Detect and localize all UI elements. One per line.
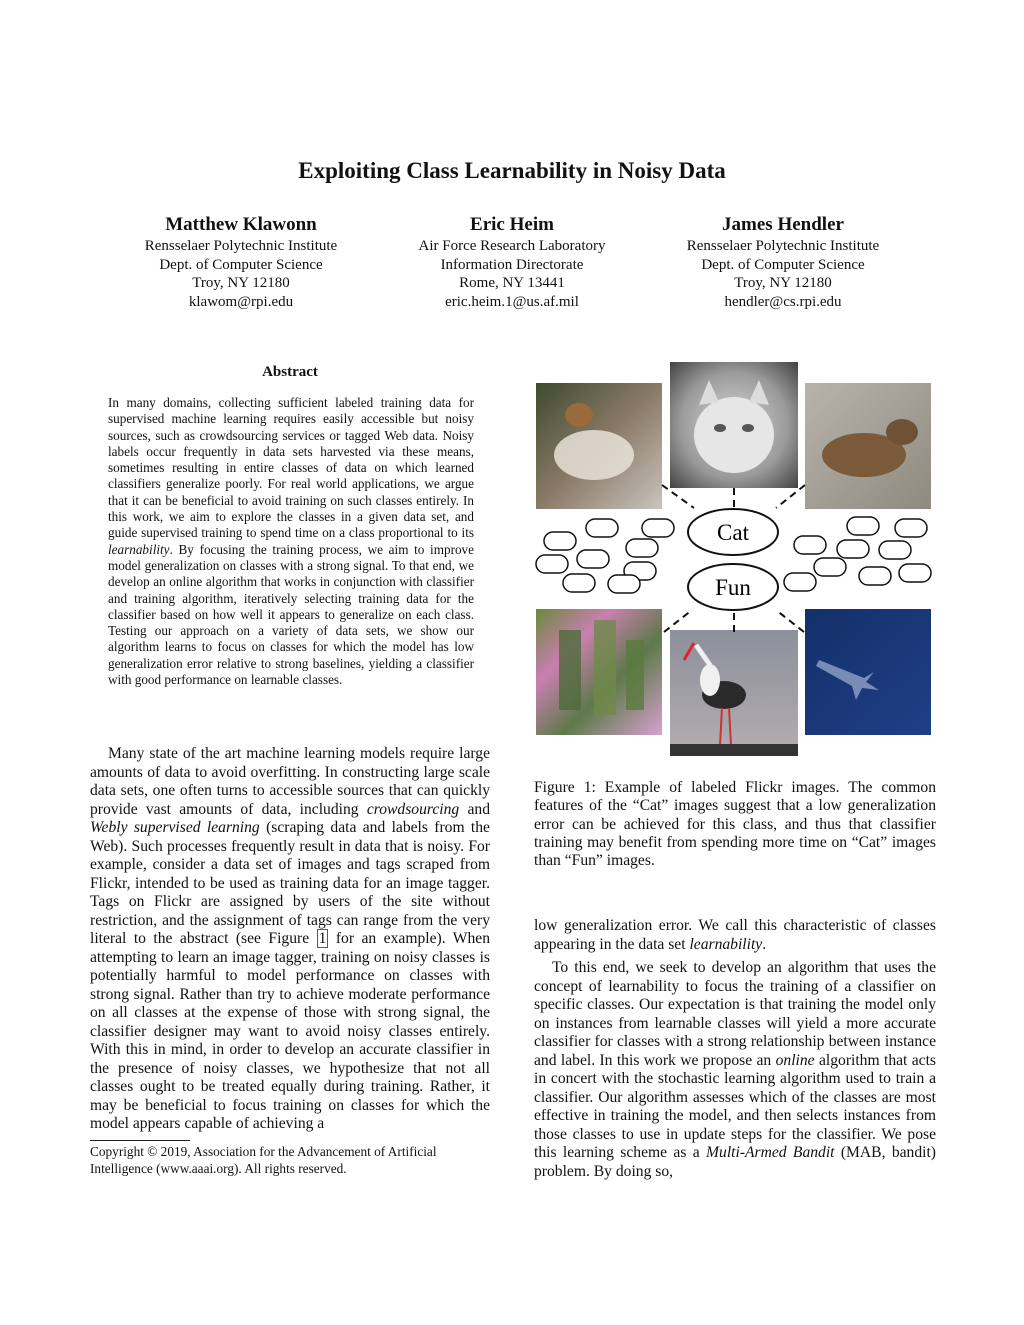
intro-paragraph: Many state of the art machine learning models require large amounts of data to avoid overfitting. In constructing large scale data sets, one often turns to accessible sources that can quickly provide vast amounts of data, including crowdsourcing and Webly supervised learning (scraping data and labels from the Web). Such processes frequently result in data that is noisy. For example, consider a data set of images and tags scraped from Flickr, intended to be used as training data for an image tagger. Tags on Flickr are assigned by users of the site without restriction, and the assignment of tags can range from the very literal to the abstract (see Figure 1 for an example). When attempting to learn an image tagger, training on noisy classes is potentially harmful to model performance on classes with strong signal. Rather than try to achieve moderate performance on all classes at the expense of those with strong signal, the classifier designer may want to avoid noisy classes entirely. With this in mind, in order to develop an accurate classifier in the presence of noisy classes, we hypothesize that not all classes ought to be treated equally during training. Rather, it may be beneficial to focus training on classes for which the model appears capable of achieving a [90,745,491,1132]
abstract-text: In many domains, collecting sufficient labeled training data for supervised machine learning requires easily accessible but noisy sources, such as crowdsourcing services or tagged Web data. Noisy labels occur frequently in data sets harvested via these means, sometimes resulting in entire classes of data on which learned classifiers generalize poorly. For real world applications, we argue that it can be beneficial to avoid training on such classes entirely. In this work, we aim to explore the classes in a given data set, and guide supervised training to spend time on a class proportional to its learnability. By focusing the training process, we aim to improve model generalization on classes with a strong signal. To that end, we develop an online algorithm that works in conjunction with classifier and training algorithm, iteratively selecting training data for the classifier based on how well it appears to generalize on each class. Testing our approach on a variety of data sets, we show our algorithm learns to focus on classes for which the model has low generalization error relative to strong baselines, yielding a classifier with good performance on learnable classes. [108,395,474,688]
figure-reference-link[interactable]: 1 [318,930,327,947]
abstract-heading: Abstract [262,364,318,380]
label-cat [688,509,778,555]
label-fun [688,564,778,610]
label-cat-text: Cat [717,520,749,545]
author-affiliation: Rensselaer Polytechnic Institute [144,238,338,254]
copyright-footnote: Copyright © 2019, Association for the Advancement of Artificial Intelligence (www.aaai.org). All rights reserved. [90,1144,437,1176]
author-block-1 [111,213,371,311]
author-name: James Hendler [722,214,844,235]
label-fun-text: Fun [715,575,751,600]
cat-photo-1 [536,383,662,509]
author-block-3 [653,213,913,311]
author-affiliation: Rensselaer Polytechnic Institute [686,238,880,254]
author-address: Troy, NY 12180 [734,275,832,291]
cat-photo-3 [805,383,931,509]
author-department: Dept. of Computer Science [159,256,323,273]
author-email: hendler@cs.rpi.edu [724,293,842,310]
paper-title: Exploiting Class Learnability in Noisy Data [298,158,726,183]
author-address: Rome, NY 13441 [459,275,565,291]
fun-photo-1 [536,609,662,735]
figure-1-caption: Figure 1: Example of labeled Flickr images. The common features of the “Cat” images suggest that a low generalization error can be achieved for this class, and thus that classifier training may benefit from spending more time on “Cat” images than “Fun” images. [534,779,936,870]
right-paragraph-2: To this end, we seek to develop an algorithm that uses the concept of learnability to focus the training of a classifier on specific classes. Our expectation is that training the model only on instances from learnable classes will yield a more accurate classifier for classes with a strong relationship between instance and label. In this work we propose an online algorithm that acts in concert with the stochastic learning algorithm used to train a classifier. Our algorithm assesses which of the classes are most effective in training the model, and then selects instances from those classes to use in update steps for the classifier. We pose this learning scheme as a Multi-Armed Bandit (MAB, bandit) problem. By doing so, [534,959,936,1180]
fun-photo-2 [670,630,798,756]
author-name: Eric Heim [470,214,554,235]
cat-photo-2 [670,362,798,488]
author-department: Dept. of Computer Science [701,256,865,273]
author-block-2 [382,213,642,311]
author-email: eric.heim.1@us.af.mil [445,293,579,310]
footnote-divider [90,1140,190,1141]
right-paragraph-1: low generalization error. We call this characteristic of classes appearing in the data set learnability. [534,917,936,953]
fun-photo-3 [805,609,931,735]
author-department: Information Directorate [440,256,584,273]
unlabeled-tags-left [536,519,674,593]
author-affiliation: Air Force Research Laboratory [418,238,606,254]
unlabeled-tags-right [784,517,931,591]
author-address: Troy, NY 12180 [192,275,290,291]
author-name: Matthew Klawonn [165,214,317,235]
figure-1 [534,360,934,760]
author-email: klawom@rpi.edu [188,293,294,310]
